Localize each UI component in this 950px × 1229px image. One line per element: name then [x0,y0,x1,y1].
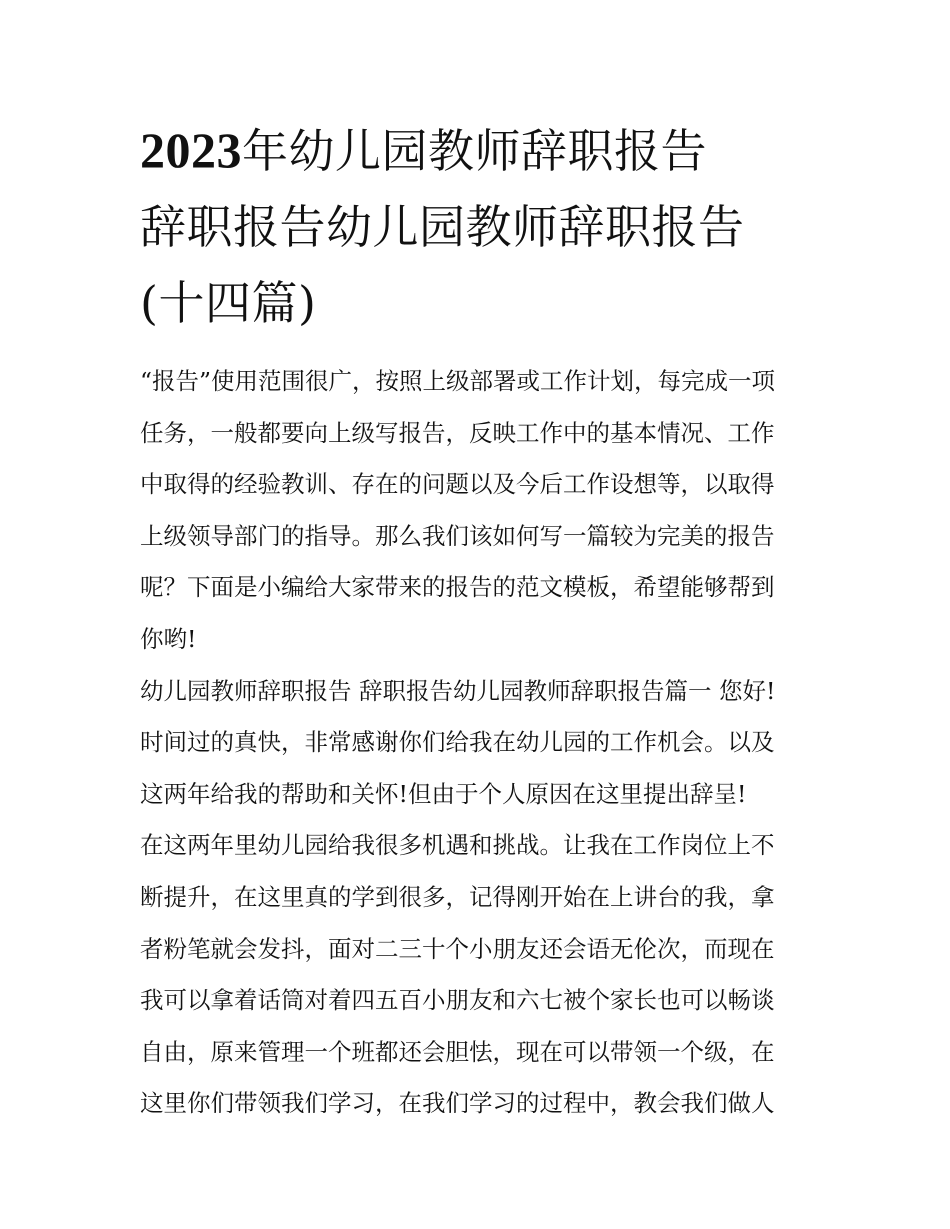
body-line: “报告”使用范围很广，按照上级部署或工作计划，每完成一项 [140,367,776,395]
title-line-3: (十四篇) [140,276,317,330]
document-title [140,112,820,341]
body-line: 这里你们带领我们学习，在我们学习的过程中，教会我们做人 [140,1089,775,1118]
body-line: 幼儿园教师辞职报告 辞职报告幼儿园教师辞职报告篇一 您好! [140,676,776,705]
body-line: 你哟! [140,624,197,653]
body-line: 自由，原来管理一个班都还会胆怯，现在可以带领一个级，在 [140,1037,775,1066]
body-line: 上级领导部门的指导。那么我们该如何写一篇较为完美的报告 [140,521,775,550]
title-line-2: 辞职报告幼儿园教师辞职报告 [140,200,745,254]
body-line: 中取得的经验教训、存在的问题以及今后工作设想等，以取得 [140,470,775,499]
body-line: 断提升，在这里真的学到很多，记得刚开始在上讲台的我，拿 [140,882,775,911]
body-line: 时间过的真快，非常感谢你们给我在幼儿园的工作机会。以及 [140,728,775,757]
title-line-1-rest: 年幼儿园教师辞职报告 [242,124,707,178]
body-line: 呢？下面是小编给大家带来的报告的范文模板，希望能够帮到 [140,573,775,602]
body-line: 任务，一般都要向上级写报告，反映工作中的基本情况、工作 [140,418,775,447]
title-year: 2023 [140,122,242,178]
body-line: 者粉笔就会发抖，面对二三十个小朋友还会语无伦次，而现在 [140,934,775,963]
body-line: 我可以拿着话筒对着四五百小朋友和六七被个家长也可以畅谈 [140,986,775,1015]
body-line: 在这两年里幼儿园给我很多机遇和挑战。让我在工作岗位上不 [140,831,775,860]
body-text [140,356,820,1130]
title-line-1 [140,112,820,189]
body-line: 这两年给我的帮助和关怀!但由于个人原因在这里提出辞呈! [140,779,747,808]
